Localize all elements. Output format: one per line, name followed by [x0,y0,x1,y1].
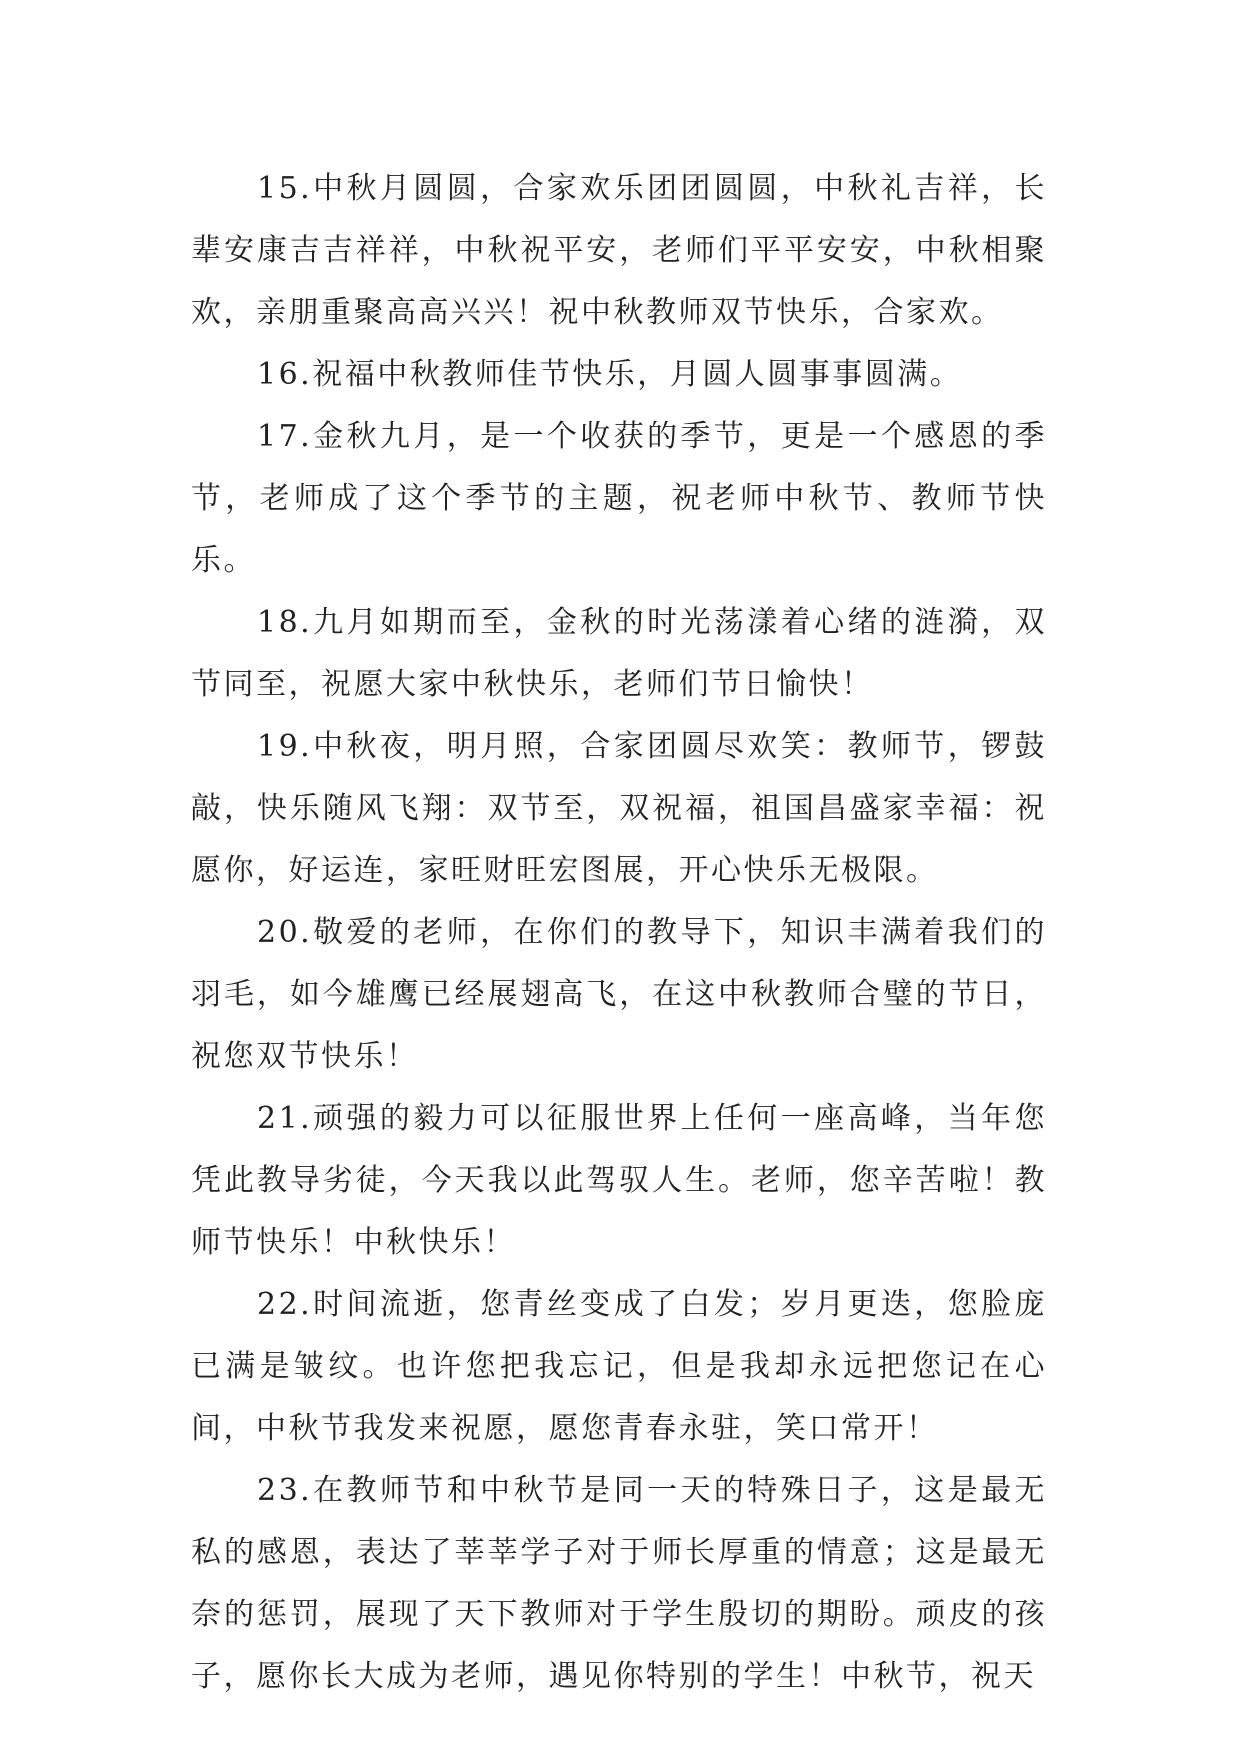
paragraph-15: 15.中秋月圆圆，合家欢乐团团圆圆，中秋礼吉祥，长辈安康吉吉祥祥，中秋祝平安，老师们平平安安，中秋相聚欢，亲朋重聚高高兴兴！祝中秋教师双节快乐，合家欢。 [191,171,1047,330]
paragraph-16: 16.祝福中秋教师佳节快乐，月圆人圆事事圆满。 [257,357,963,392]
paragraph-22: 22.时间流逝，您青丝变成了白发；岁月更迭，您脸庞已满是皱纹。也许您把我忘记，但是我却永远把您记在心间，中秋节我发来祝愿，愿您青春永驻，笑口常开！ [191,1287,1047,1446]
paragraph-19: 19.中秋夜，明月照，合家团圆尽欢笑：教师节，锣鼓敲，快乐随风飞翔：双节至，双祝福，祖国昌盛家幸福：祝愿你，好运连，家旺财旺宏图展，开心快乐无极限。 [191,729,1047,888]
paragraph-21: 21.顽强的毅力可以征服世界上任何一座高峰，当年您凭此教导劣徒，今天我以此驾驭人生。老师，您辛苦啦！教师节快乐！中秋快乐！ [191,1101,1047,1260]
paragraph-20: 20.敬爱的老师，在你们的教导下，知识丰满着我们的羽毛，如今雄鹰已经展翅高飞，在这中秋教师合璧的节日，祝您双节快乐！ [191,915,1047,1074]
document-body [191,158,1047,1708]
paragraph-23: 23.在教师节和中秋节是同一天的特殊日子，这是最无私的感恩，表达了莘莘学子对于师长厚重的情意；这是最无奈的惩罚，展现了天下教师对于学生殷切的期盼。顽皮的孩子，愿你长大成为老师，遇见你特别的学生！中秋节，祝天 [191,1473,1047,1694]
paragraph-18: 18.九月如期而至，金秋的时光荡漾着心绪的涟漪，双节同至，祝愿大家中秋快乐，老师们节日愉快！ [191,605,1047,702]
paragraph-17: 17.金秋九月，是一个收获的季节，更是一个感恩的季节，老师成了这个季节的主题，祝老师中秋节、教师节快乐。 [191,419,1047,578]
